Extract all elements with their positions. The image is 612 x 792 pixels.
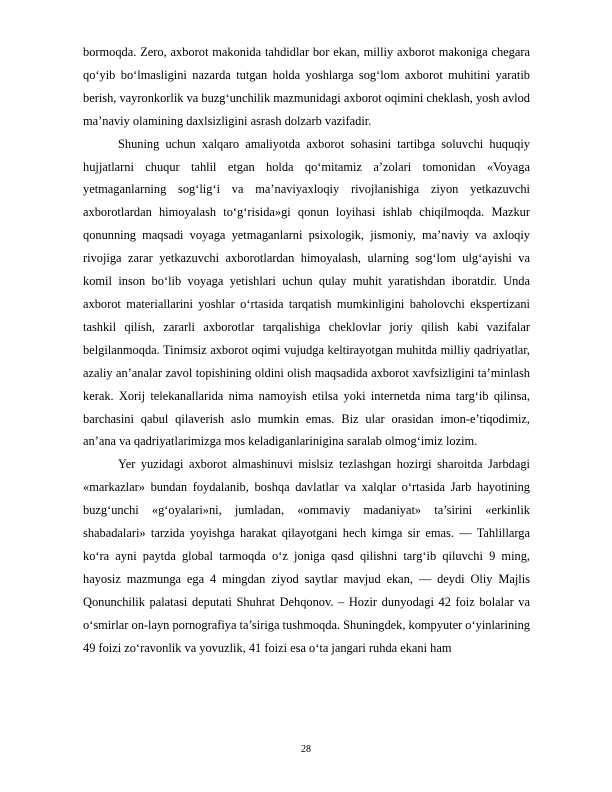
body-text [83, 41, 530, 659]
paragraph-1: bormoqda. Zero, axborot makonida tahdidlar bor ekan, milliy axborot makoniga chegara qo‘yib bo‘lmasligini nazarda tutgan holda yoshlarga sog‘lom axborot muhitini yaratib berish, vayronkorlik va buzg‘unchilik mazmunidagi axborot oqimini cheklash, yosh avlod ma’naviy olamining daxlsizligini asrash dolzarb vazifadir. [83, 45, 531, 128]
paragraph-2: Shuning uchun xalqaro amaliyotda axborot sohasini tartibga soluvchi huquqiy hujjatlarni chuqur tahlil etgan holda qo‘mitamiz a’zolari tomonidan «Voyaga yetmaganlarning sog‘lig‘i va ma’naviyaxloqiy rivojlanishiga ziyon yetkazuvchi axborotlardan himoyalash to‘g‘risida»gi qonun loyihasi ishlab chiqilmoqda. Mazkur qonunning maqsadi voyaga yetmaganlarni psixologik, jismoniy, ma’naviy va axloqiy rivojiga zarar yetkazuvchi axborotlardan himoyalash, ularning sog‘lom ulg‘ayishi va komil inson bo‘lib voyaga yetishlari uchun qulay muhit yaratishdan iboratdir. Unda axborot materiallarini yoshlar o‘rtasida tarqatish mumkinligini baholovchi ekspertizani tashkil qilish, zararli axborotlar tarqalishiga cheklovlar joriy qilish kabi vazifalar belgilanmoqda. Tinimsiz axborot oqimi vujudga keltirayotgan muhitda milliy qadriyatlar, azaliy an’analar zavol topishining oldini olish maqsadida axborot xavfsizligini ta’minlash kerak. Xorij telekanallarida nima namoyish etilsa yoki internetda nima targ‘ib qilinsa, barchasini qabul qilaverish aslo mumkin emas. Biz ular orasidan imon-e’tiqodimiz, an’ana va qadriyatlarimizga mos keladiganlarinigina saralab olmog‘imiz lozim. [83, 136, 530, 449]
page-number: 28 [301, 744, 311, 755]
paragraph-3: Yer yuzidagi axborot almashinuvi mislsiz tezlashgan hozirgi sharoitda Jarbdagi «markazlar» bundan foydalanib, boshqa davlatlar va xalqlar o‘rtasida Jarb hayotining buzg‘unchi «g‘oyalari»ni, jumladan, «ommaviy madaniyat» ta’sirini «erkinlik shabadalari» tarzida yoyishga harakat qilayotgani hech kimga sir emas. — Tahlillarga ko‘ra ayni paytda global tarmoqda o‘z joniga qasd qilishni targ‘ib qiluvchi 9 ming, hayosiz mazmunga ega 4 mingdan ziyod saytlar mavjud ekan, — deydi Oliy Majlis Qonunchilik palatasi deputati Shuhrat Dehqonov. – Hozir dunyodagi 42 foiz bolalar va o‘smirlar on-layn pornografiya ta’siriga tushmoqda. Shuningdek, kompyuter o‘yinlarining 49 foizi zo‘ravonlik va yovuzlik, 41 foizi esa o‘ta jangari ruhda ekani ham [83, 457, 531, 655]
